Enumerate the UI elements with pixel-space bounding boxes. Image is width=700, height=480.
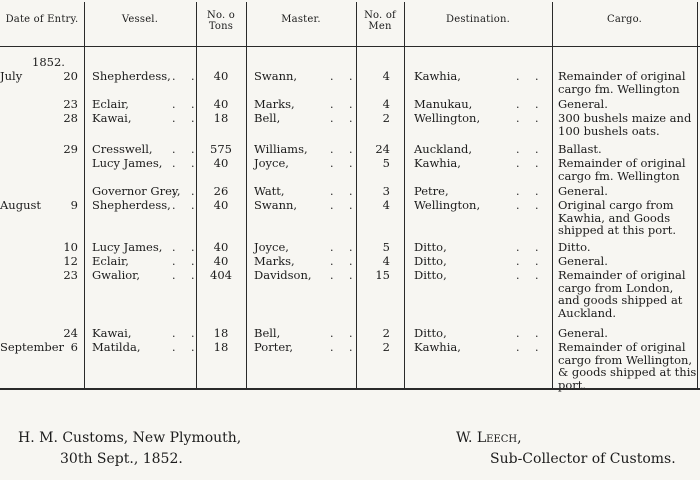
vessel-name: Matilda, xyxy=(92,340,141,354)
destination-name: Kawhia, xyxy=(414,156,461,170)
leader-dots: . . xyxy=(516,255,545,268)
header-men-line1: No. of xyxy=(364,10,396,21)
tons-value: 40 xyxy=(213,198,229,212)
cargo-description: General. xyxy=(558,97,608,111)
leader-dots: . . xyxy=(172,70,201,83)
leader-dots: . . xyxy=(172,199,201,212)
destination-name: Wellington, xyxy=(414,111,481,125)
tons-value: 40 xyxy=(213,156,229,170)
tons-value: 26 xyxy=(213,184,229,198)
leader-dots: . . xyxy=(330,327,359,340)
entry-day: 9 xyxy=(70,198,78,212)
men-value: 2 xyxy=(382,340,390,354)
entry-day: 24 xyxy=(63,326,78,340)
entry-month: July xyxy=(0,69,23,83)
header-master: Master. xyxy=(281,14,321,25)
leader-dots: . . xyxy=(330,199,359,212)
cargo-description: Remainder of original cargo fm. Wellington xyxy=(558,69,686,96)
leader-dots: . . xyxy=(516,157,545,170)
vessel-name: Eclair, xyxy=(92,254,129,268)
vessel-name: Kawai, xyxy=(92,326,132,340)
column-rule xyxy=(246,2,247,389)
column-rule xyxy=(552,2,553,389)
leader-dots: . . xyxy=(330,255,359,268)
tons-value: 18 xyxy=(213,111,229,125)
cargo-description: Original cargo from Kawhia, and Goods shipped at this port. xyxy=(558,198,676,237)
year-label: 1852. xyxy=(32,55,65,69)
entry-day: 23 xyxy=(63,268,78,282)
entry-day: 20 xyxy=(63,69,78,83)
leader-dots: . . xyxy=(172,241,201,254)
header-vessel: Vessel. xyxy=(121,14,159,25)
men-value: 4 xyxy=(382,69,390,83)
tons-value: 40 xyxy=(213,254,229,268)
vessel-name: Kawai, xyxy=(92,111,132,125)
header-date: Date of Entry. xyxy=(5,14,79,25)
leader-dots: . . xyxy=(172,112,201,125)
master-name: Marks, xyxy=(254,97,295,111)
leader-dots: . . xyxy=(330,185,359,198)
tons-value: 575 xyxy=(210,142,232,156)
leader-dots: . . xyxy=(516,241,545,254)
leader-dots: . . xyxy=(516,327,545,340)
entry-day: 28 xyxy=(63,111,78,125)
cargo-description: Remainder of original cargo from London, and goods shipped at Auckland. xyxy=(558,268,686,320)
tons-value: 18 xyxy=(213,326,229,340)
tons-value: 404 xyxy=(210,268,232,282)
men-value: 4 xyxy=(382,97,390,111)
master-name: Watt, xyxy=(254,184,285,198)
leader-dots: . . xyxy=(330,157,359,170)
destination-name: Ditto, xyxy=(414,268,447,282)
destination-name: Ditto, xyxy=(414,326,447,340)
leader-dots: . . xyxy=(330,112,359,125)
destination-name: Auckland, xyxy=(414,142,473,156)
cargo-description: 300 bushels maize and 100 bushels oats. xyxy=(558,111,692,138)
header-men-line2: Men xyxy=(368,21,392,32)
master-name: Porter, xyxy=(254,340,294,354)
header-destination: Destination. xyxy=(446,14,510,25)
leader-dots: . . xyxy=(172,255,201,268)
cargo-description: General. xyxy=(558,326,608,340)
vessel-name: Lucy James, xyxy=(92,240,163,254)
master-name: Swann, xyxy=(254,69,298,83)
cargo-description: Ditto. xyxy=(558,240,591,254)
header-bottom-rule xyxy=(0,46,700,47)
leader-dots: . . xyxy=(172,185,201,198)
cargo-description: Remainder of original cargo fm. Wellington xyxy=(558,156,686,183)
cargo-description: Ballast. xyxy=(558,142,602,156)
footer-place: H. M. Customs, New Plymouth, xyxy=(18,430,242,446)
leader-dots: . . xyxy=(516,143,545,156)
footer-signer-title: Sub-Collector of Customs. xyxy=(490,451,676,467)
tons-value: 40 xyxy=(213,69,229,83)
men-value: 2 xyxy=(382,111,390,125)
destination-name: Wellington, xyxy=(414,198,481,212)
leader-dots: . . xyxy=(172,327,201,340)
leader-dots: . . xyxy=(516,70,545,83)
vessel-name: Lucy James, xyxy=(92,156,163,170)
leader-dots: . . xyxy=(516,199,545,212)
master-name: Bell, xyxy=(254,111,281,125)
header-tons-line2: Tons xyxy=(208,21,234,32)
vessel-name: Gwalior, xyxy=(92,268,141,282)
men-value: 3 xyxy=(382,184,390,198)
master-name: Williams, xyxy=(254,142,308,156)
men-value: 4 xyxy=(382,198,390,212)
master-name: Davidson, xyxy=(254,268,312,282)
men-value: 15 xyxy=(375,268,390,282)
leader-dots: . . xyxy=(172,98,201,111)
destination-name: Kawhia, xyxy=(414,69,461,83)
leader-dots: . . xyxy=(330,70,359,83)
master-name: Joyce, xyxy=(254,240,289,254)
vessel-name: Shepherdess, xyxy=(92,69,171,83)
leader-dots: . . xyxy=(330,241,359,254)
entry-month: September xyxy=(0,340,65,354)
leader-dots: . . xyxy=(516,269,545,282)
master-name: Marks, xyxy=(254,254,295,268)
entry-day: 29 xyxy=(63,142,78,156)
footer-signer: W. Leech, xyxy=(456,430,522,446)
destination-name: Manukau, xyxy=(414,97,473,111)
entry-day: 23 xyxy=(63,97,78,111)
vessel-name: Governor Grey, xyxy=(92,184,181,198)
cargo-description: General. xyxy=(558,184,608,198)
tons-value: 40 xyxy=(213,240,229,254)
leader-dots: . . xyxy=(516,112,545,125)
cargo-description: Remainder of original cargo from Wellington, & goods shipped at this port. xyxy=(558,340,697,392)
entry-month: August xyxy=(0,198,42,212)
cargo-description: General. xyxy=(558,254,608,268)
men-value: 5 xyxy=(382,240,390,254)
header-men xyxy=(356,10,404,32)
tons-value: 18 xyxy=(213,340,229,354)
entry-day: 12 xyxy=(63,254,78,268)
master-name: Bell, xyxy=(254,326,281,340)
men-value: 24 xyxy=(375,142,390,156)
footer-date: 30th Sept., 1852. xyxy=(60,451,183,467)
column-rule xyxy=(84,2,85,389)
men-value: 2 xyxy=(382,326,390,340)
leader-dots: . . xyxy=(172,143,201,156)
leader-dots: . . xyxy=(516,98,545,111)
leader-dots: . . xyxy=(172,157,201,170)
vessel-name: Shepherdess, xyxy=(92,198,171,212)
destination-name: Kawhia, xyxy=(414,340,461,354)
vessel-name: Eclair, xyxy=(92,97,129,111)
header-tons xyxy=(196,10,246,32)
master-name: Swann, xyxy=(254,198,298,212)
leader-dots: . . xyxy=(516,341,545,354)
header-tons-line1: No. o xyxy=(207,10,235,21)
header-cargo: Cargo. xyxy=(606,14,643,25)
destination-name: Ditto, xyxy=(414,254,447,268)
tons-value: 40 xyxy=(213,97,229,111)
leader-dots: . . xyxy=(330,269,359,282)
men-value: 4 xyxy=(382,254,390,268)
leader-dots: . . xyxy=(172,269,201,282)
column-rule xyxy=(404,2,405,389)
leader-dots: . . xyxy=(330,341,359,354)
entry-day: 10 xyxy=(63,240,78,254)
entry-day: 6 xyxy=(70,340,78,354)
table-bottom-rule xyxy=(0,388,700,390)
destination-name: Ditto, xyxy=(414,240,447,254)
leader-dots: . . xyxy=(172,341,201,354)
leader-dots: . . xyxy=(330,98,359,111)
leader-dots: . . xyxy=(330,143,359,156)
master-name: Joyce, xyxy=(254,156,289,170)
vessel-name: Cresswell, xyxy=(92,142,153,156)
men-value: 5 xyxy=(382,156,390,170)
destination-name: Petre, xyxy=(414,184,449,198)
leader-dots: . . xyxy=(516,185,545,198)
